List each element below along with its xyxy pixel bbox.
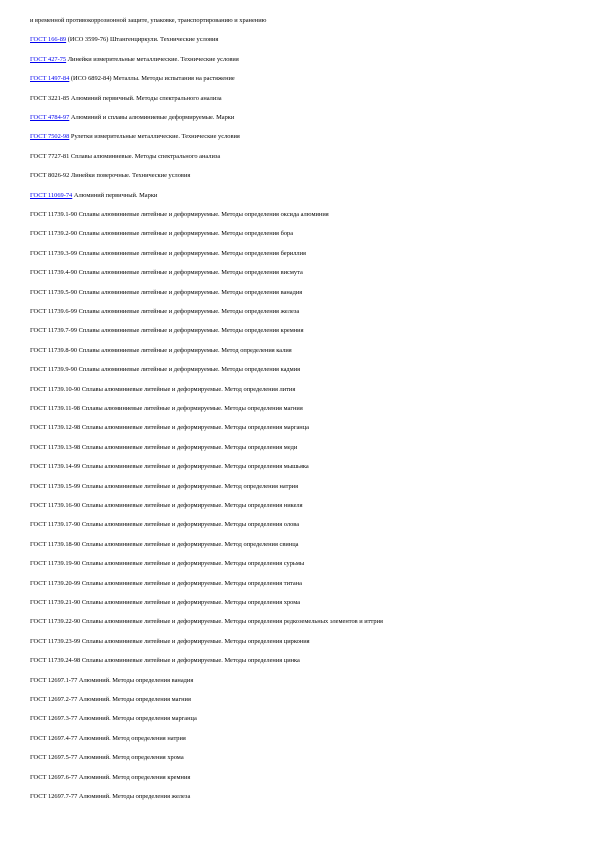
standard-code: ГОСТ 12697.6-77 bbox=[30, 773, 78, 781]
standard-code: ГОСТ 12697.5-77 bbox=[30, 754, 78, 762]
standard-reference-line bbox=[30, 211, 585, 219]
standard-title: Сплавы алюминиевые литейные и деформируемые. Методы определения хрома bbox=[80, 599, 301, 606]
standard-code: ГОСТ 11739.7-99 bbox=[30, 327, 78, 335]
standard-reference-line bbox=[30, 347, 585, 355]
standard-code: ГОСТ 11739.21-90 bbox=[30, 599, 81, 606]
standard-code: ГОСТ 7727-81 bbox=[30, 152, 70, 160]
standard-reference-line bbox=[30, 114, 585, 122]
standard-code: ГОСТ 12697.4-77 bbox=[30, 734, 78, 742]
standard-reference-line bbox=[30, 774, 585, 782]
standard-reference-line bbox=[30, 638, 585, 646]
standard-reference-line bbox=[30, 95, 585, 103]
standard-code: ГОСТ 12697.1-77 bbox=[30, 676, 78, 684]
standard-reference-line bbox=[30, 36, 585, 44]
standard-title: Алюминий первичный. Методы спектрального анализа bbox=[69, 94, 222, 102]
standard-title: Сплавы алюминиевые литейные и деформируемые. Методы определения редкоземельных элементов и иттрия bbox=[80, 618, 383, 626]
standard-code-link[interactable]: ГОСТ 1497-84 bbox=[30, 75, 70, 83]
standard-reference-line bbox=[30, 502, 585, 510]
standard-reference-line bbox=[30, 580, 585, 588]
standard-title: Сплавы алюминиевые литейные и деформируемые. Методы определения ванадия bbox=[77, 288, 303, 296]
standard-code-link[interactable]: ГОСТ 166-89 bbox=[30, 36, 67, 44]
standard-title: Линейки поверочные. Технические условия bbox=[69, 172, 191, 180]
standard-code: ГОСТ 11739.14-99 bbox=[30, 463, 81, 471]
standard-reference-line bbox=[30, 560, 585, 568]
standard-reference-line bbox=[30, 599, 585, 607]
standard-code: ГОСТ 8026-92 bbox=[30, 172, 70, 180]
standard-title: Сплавы алюминиевые литейные и деформируемые. Методы определения мышьяка bbox=[80, 463, 309, 471]
standard-code: ГОСТ 11739.22-90 bbox=[30, 618, 81, 626]
standard-reference-line bbox=[30, 153, 585, 161]
standard-code: ГОСТ 11739.4-90 bbox=[30, 269, 78, 277]
standard-title: Сплавы алюминиевые литейные и деформируемые. Методы определения никеля bbox=[80, 502, 303, 509]
standard-title: Линейки измерительные металлические. Технические условия bbox=[66, 55, 239, 63]
standard-title: Алюминий и сплавы алюминиевые деформируемые. Марки bbox=[69, 114, 235, 121]
standard-title: Сплавы алюминиевые. Методы спектрального анализа bbox=[69, 152, 221, 160]
standard-code: ГОСТ 11739.10-90 bbox=[30, 385, 81, 393]
standard-code: ГОСТ 11739.19-90 bbox=[30, 560, 81, 568]
standard-code: ГОСТ 11739.3-99 bbox=[30, 249, 78, 257]
standard-code-link[interactable]: ГОСТ 4784-97 bbox=[30, 114, 70, 121]
standard-title: Сплавы алюминиевые литейные и деформируемые. Метод определения лития bbox=[80, 385, 296, 393]
standard-reference-line bbox=[30, 657, 585, 665]
standard-title: Алюминий. Методы определения ванадия bbox=[77, 676, 194, 684]
standard-code: ГОСТ 11739.20-99 bbox=[30, 579, 81, 587]
standard-reference-line bbox=[30, 172, 585, 180]
standard-title: Сплавы алюминиевые литейные и деформируемые. Методы определения марганца bbox=[80, 424, 309, 432]
standard-code-link[interactable]: ГОСТ 7502-98 bbox=[30, 133, 70, 141]
standard-code: ГОСТ 11739.5-90 bbox=[30, 288, 78, 296]
standard-code: ГОСТ 3221-85 bbox=[30, 94, 70, 102]
standard-title: Сплавы алюминиевые литейные и деформируемые. Метод определения натрия bbox=[80, 482, 299, 490]
standard-title: Сплавы алюминиевые литейные и деформируемые. Методы определения титана bbox=[80, 579, 302, 587]
standard-reference-line bbox=[30, 269, 585, 277]
standard-title: Сплавы алюминиевые литейные и деформируемые. Методы определения висмута bbox=[77, 269, 303, 277]
standard-code-link[interactable]: ГОСТ 11069-74 bbox=[30, 191, 73, 199]
standard-reference-line bbox=[30, 289, 585, 297]
standard-title: Сплавы алюминиевые литейные и деформируемые. Методы определения меди bbox=[80, 443, 298, 451]
standard-reference-line bbox=[30, 405, 585, 413]
standard-reference-line bbox=[30, 715, 585, 723]
standard-title: Сплавы алюминиевые литейные и деформируемые. Методы определения бериллия bbox=[77, 249, 306, 257]
standard-code-link[interactable]: ГОСТ 427-75 bbox=[30, 55, 67, 63]
standard-title: Алюминий. Метод определения натрия bbox=[77, 734, 186, 742]
standard-title: Сплавы алюминиевые литейные и деформируемые. Методы определения бора bbox=[77, 230, 294, 238]
standard-title: Сплавы алюминиевые литейные и деформируемые. Методы определения кадмия bbox=[77, 366, 301, 374]
standard-title: Алюминий первичный. Марки bbox=[72, 191, 158, 199]
standard-title: Сплавы алюминиевые литейные и деформируемые. Методы определения кремния bbox=[77, 327, 304, 335]
standard-title: (ИСО 6892-84) Металлы. Методы испытания на растяжение bbox=[69, 75, 235, 83]
standard-title: Алюминий. Метод определения хрома bbox=[77, 754, 184, 762]
standard-code: ГОСТ 11739.24-98 bbox=[30, 657, 81, 665]
standard-reference-line bbox=[30, 677, 585, 685]
standard-code: ГОСТ 12697.7-77 bbox=[30, 793, 78, 800]
standard-reference-line bbox=[30, 483, 585, 491]
standard-title: и временной противокоррозионной защите, упаковке, транспортированию и хранению bbox=[30, 17, 267, 24]
standard-reference-line bbox=[30, 754, 585, 762]
standard-reference-line bbox=[30, 250, 585, 258]
standard-code: ГОСТ 11739.16-90 bbox=[30, 502, 81, 509]
standard-reference-line bbox=[30, 308, 585, 316]
standard-title: Сплавы алюминиевые литейные и деформируемые. Методы определения цинка bbox=[80, 657, 300, 665]
standard-reference-line bbox=[30, 366, 585, 374]
standard-reference-line bbox=[30, 793, 585, 801]
standard-title: Сплавы алюминиевые литейные и деформируемые. Метод определения калия bbox=[77, 346, 292, 354]
standard-title: Сплавы алюминиевые литейные и деформируемые. Методы определения магния bbox=[80, 405, 303, 412]
standard-code: ГОСТ 11739.9-90 bbox=[30, 366, 78, 374]
standard-code: ГОСТ 11739.8-90 bbox=[30, 346, 78, 354]
standard-reference-line bbox=[30, 618, 585, 626]
standard-title: Сплавы алюминиевые литейные и деформируемые. Методы определения железа bbox=[77, 308, 300, 315]
standard-reference-line bbox=[30, 521, 585, 529]
standard-reference-line bbox=[30, 75, 585, 83]
standard-reference-line bbox=[30, 386, 585, 394]
standard-title: (ИСО 3599-76) Штангенциркули. Технические условия bbox=[66, 36, 219, 44]
standard-code: ГОСТ 12697.2-77 bbox=[30, 696, 78, 703]
standard-title: Сплавы алюминиевые литейные и деформируемые. Методы определения сурьмы bbox=[80, 560, 305, 568]
standard-title: Алюминий. Методы определения марганца bbox=[77, 715, 197, 723]
standard-title: Сплавы алюминиевые литейные и деформируемые. Методы определения олова bbox=[80, 521, 300, 529]
standard-title: Алюминий. Метод определения кремния bbox=[77, 773, 191, 781]
standard-reference-line bbox=[30, 541, 585, 549]
standard-reference-line bbox=[30, 230, 585, 238]
standard-title: Алюминий. Методы определения железа bbox=[77, 793, 191, 800]
continuation-text-line bbox=[30, 17, 585, 25]
standard-code: ГОСТ 11739.2-90 bbox=[30, 230, 78, 238]
standard-title: Алюминий. Методы определения магния bbox=[77, 696, 191, 703]
standard-code: ГОСТ 11739.15-99 bbox=[30, 482, 81, 490]
standard-reference-line bbox=[30, 735, 585, 743]
standard-title: Сплавы алюминиевые литейные и деформируемые. Метод определения свинца bbox=[80, 540, 299, 548]
standard-title: Рулетки измерительные металлические. Технические условия bbox=[69, 133, 240, 141]
standard-code: ГОСТ 11739.17-90 bbox=[30, 521, 81, 529]
standard-reference-line bbox=[30, 56, 585, 64]
standard-reference-line bbox=[30, 327, 585, 335]
standard-reference-line bbox=[30, 696, 585, 704]
standard-code: ГОСТ 12697.3-77 bbox=[30, 715, 78, 723]
standard-reference-line bbox=[30, 444, 585, 452]
standard-code: ГОСТ 11739.1-90 bbox=[30, 211, 78, 218]
standard-code: ГОСТ 11739.18-90 bbox=[30, 540, 81, 548]
standard-code: ГОСТ 11739.23-99 bbox=[30, 637, 81, 645]
standard-reference-line bbox=[30, 133, 585, 141]
standard-reference-line bbox=[30, 192, 585, 200]
standard-code: ГОСТ 11739.12-98 bbox=[30, 424, 81, 432]
standard-title: Сплавы алюминиевые литейные и деформируемые. Методы определения циркония bbox=[80, 637, 310, 645]
standard-code: ГОСТ 11739.13-98 bbox=[30, 443, 81, 451]
standard-reference-line bbox=[30, 463, 585, 471]
standard-code: ГОСТ 11739.11-98 bbox=[30, 405, 81, 412]
standard-reference-line bbox=[30, 424, 585, 432]
standard-code: ГОСТ 11739.6-99 bbox=[30, 308, 78, 315]
standard-title: Сплавы алюминиевые литейные и деформируемые. Методы определения оксида алюминия bbox=[77, 211, 329, 218]
